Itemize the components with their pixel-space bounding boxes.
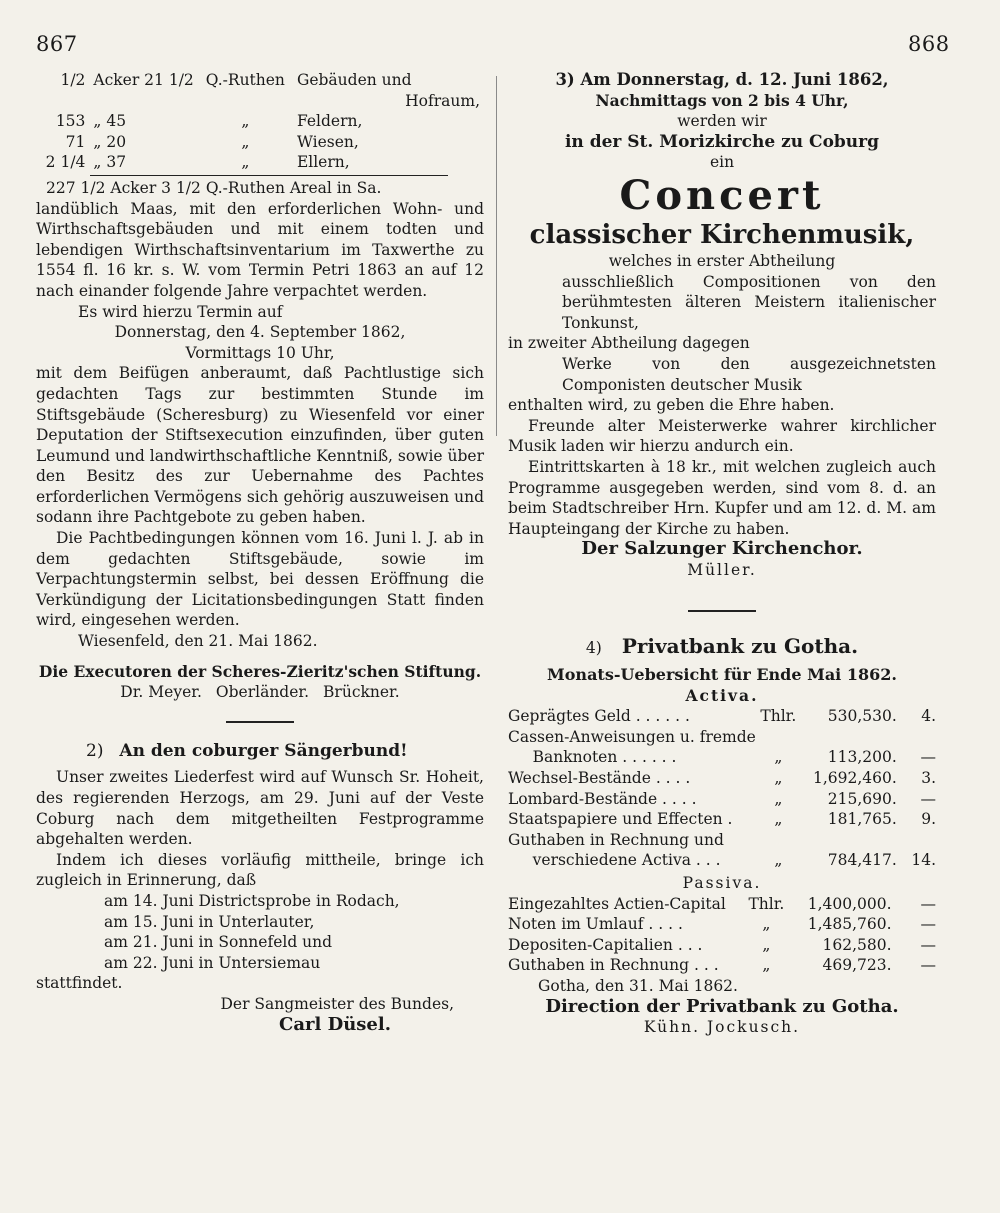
passiva-amt: 162,580.	[822, 935, 892, 954]
passiva-cur: „	[762, 935, 771, 954]
signatory: Dr. Meyer.	[120, 683, 202, 702]
activa-row	[508, 768, 936, 789]
bank-date: Gotha, den 31. Mai 1862.	[538, 976, 738, 995]
passiva-cur: Thlr.	[748, 894, 785, 913]
concert-line-2: Nachmittags von 2 bis 4 Uhr,	[595, 90, 849, 110]
passiva-table	[508, 894, 936, 976]
concert-tickets: Eintrittskarten à 18 kr., mit welchen zugleich auch Programme ausgegeben werden, sind vom 8. d. an beim Stadtschreiber Hrn. Kupfer und am 12. d. M. am Haupteingang der Kirche zu haben.	[508, 457, 936, 538]
rehearsal-list	[36, 891, 484, 973]
activa-amt: 784,417.	[827, 851, 897, 870]
activa-fr: —	[920, 748, 936, 767]
section-rule	[688, 610, 756, 612]
land-cell: „ 45	[93, 112, 127, 131]
sum-rule	[90, 175, 448, 176]
page-number-left: 867	[36, 32, 78, 56]
land-cell: „ 20	[93, 132, 127, 151]
activa-amt: 181,765.	[827, 810, 897, 829]
passiva-row	[508, 914, 936, 935]
land-cell: Q.-Ruthen	[205, 71, 285, 89]
section-number: 4)	[585, 639, 602, 658]
land-cell: „	[241, 132, 250, 151]
land-row	[36, 70, 484, 91]
bank-subtitle: Monats-Uebersicht für Ende Mai 1862.	[547, 665, 897, 685]
signatory: Brückner.	[323, 683, 400, 702]
termin-time: Vormittags 10 Uhr,	[185, 343, 335, 362]
place-date: Wiesenfeld, den 21. Mai 1862.	[78, 632, 318, 651]
passiva-row	[508, 935, 936, 956]
termin-intro: Es wird hierzu Termin auf	[78, 302, 283, 321]
passiva-fr: —	[920, 935, 936, 954]
activa-row	[508, 809, 936, 830]
section-2-end: stattfindet.	[36, 974, 123, 993]
land-cell: „	[241, 112, 250, 131]
section-title: An den coburger Sängerbund!	[119, 740, 408, 761]
activa-heading: Activa.	[685, 685, 759, 705]
list-item: am 21. Juni in Sonnefeld und	[104, 933, 333, 952]
passiva-amt: 1,400,000.	[807, 894, 892, 913]
activa-fr	[897, 727, 936, 748]
concert-subtitle: classischer Kirchenmusik,	[529, 219, 915, 250]
passiva-fr: —	[920, 956, 936, 975]
passiva-label: Eingezahltes Actien-Capital	[508, 894, 726, 913]
land-cell: Hofraum,	[405, 91, 480, 110]
passiva-amt: 1,485,760.	[807, 915, 892, 934]
activa-label: Staatspapiere und Effecten .	[508, 810, 733, 829]
section-2-text: Unser zweites Liederfest wird auf Wunsch Sr. Hoheit, des regierenden Herzogs, am 29. Juni auf der Veste Coburg nach dem mitgetheilten Festprogramme abgehalten werden.	[36, 768, 484, 849]
page-number-right: 868	[908, 32, 950, 56]
list-item: am 22. Juni in Untersiemau	[104, 953, 321, 972]
concert-part-2-text: Werke von den ausgezeichnetsten Componisten deutscher Musik	[562, 354, 936, 394]
land-row	[36, 91, 484, 112]
land-cell: 153	[55, 112, 86, 131]
lease-inspection: Die Pachtbedingungen können vom 16. Juni l. J. ab in dem gedachten Stiftsgebäude, sowie im Verpachtungstermin selbst, bei dessen Eröffnung die Verkündigung der Licitationsbedingungen Statt finden wird, eingesehen werden.	[36, 529, 484, 630]
land-row	[36, 132, 484, 153]
passiva-heading: Passiva.	[682, 874, 762, 892]
list-item: am 14. Juni Districtsprobe in Rodach,	[104, 891, 400, 910]
activa-label: Banknoten . . . . . .	[508, 748, 677, 767]
lease-conditions: mit dem Beifügen anberaumt, daß Pachtlustige sich gedachten Tags zur bestimmten Stunde im Stiftsgebäude (Scheresburg) zu Wiesenfeld vor einer Deputation der Stiftsexecution einzufinden, über guten Leumund und landwirthschaftliche Kenntniß, sowie über den Besitz des zur Uebernahme des Pachtes erforderlichen Vermögens sich gehörig auszuweisen und sodann ihre Pachtgebote zu geben haben.	[36, 364, 485, 527]
activa-label: Guthaben in Rechnung und	[508, 830, 724, 849]
land-total: 227 1/2 Acker 3 1/2 Q.-Ruthen Areal in Sa.	[46, 178, 382, 197]
land-cell: 71	[65, 132, 86, 151]
land-cell: 1/2	[60, 71, 86, 89]
land-cell: Feldern,	[296, 112, 363, 131]
land-cell	[36, 91, 89, 112]
activa-amt: 530,530.	[827, 707, 897, 726]
passiva-label: Noten im Umlauf . . . .	[508, 915, 683, 934]
passiva-fr: —	[920, 894, 936, 913]
passiva-row	[508, 955, 936, 976]
termin-date: Donnerstag, den 4. September 1862,	[114, 323, 406, 342]
concert-part-1: welches in erster Abtheilung	[608, 251, 836, 270]
passiva-cur: „	[762, 915, 771, 934]
concert-line-3: werden wir	[677, 112, 767, 131]
concert-invite: Freunde alter Meisterwerke wahrer kirchlicher Musik laden wir hierzu andurch ein.	[508, 416, 936, 456]
activa-label: Geprägtes Geld . . . . . .	[508, 707, 690, 726]
activa-fr: 9.	[921, 810, 936, 829]
activa-amt	[801, 830, 897, 851]
land-cell: Wiesen,	[296, 132, 359, 151]
concert-line-5: ein	[709, 153, 735, 172]
land-cell: Gebäuden und	[296, 71, 412, 89]
concert-line-1: 3) Am Donnerstag, d. 12. Juni 1862,	[555, 70, 889, 89]
right-column	[508, 70, 936, 1038]
activa-cur: Thlr.	[760, 707, 797, 726]
activa-cur: „	[774, 810, 783, 829]
land-cell: Acker 21 1/2	[93, 71, 194, 89]
passiva-fr: —	[920, 915, 936, 934]
concert-honor: enthalten wird, zu geben die Ehre haben.	[508, 396, 835, 415]
activa-fr: 14.	[911, 851, 936, 870]
bank-title: Privatbank zu Gotha.	[621, 634, 859, 659]
concert-line-4: in der St. Morizkirche zu Coburg	[564, 131, 880, 152]
activa-cur	[756, 727, 801, 748]
section-2-reminder: Indem ich dieses vorläufig mittheile, bringe ich zugleich in Erinnerung, daß	[36, 850, 484, 890]
activa-cur: „	[774, 851, 783, 870]
land-cell: 2 1/4	[45, 153, 86, 172]
land-cell: Ellern,	[296, 153, 350, 172]
activa-label: Wechsel-Bestände . . . .	[508, 769, 691, 788]
activa-row	[508, 706, 936, 727]
concert-title: Concert	[619, 171, 825, 219]
bank-direction: Direction der Privatbank zu Gotha.	[545, 995, 899, 1017]
activa-fr	[897, 830, 936, 851]
activa-cur	[756, 830, 801, 851]
activa-row	[508, 789, 936, 810]
choir-director: Müller.	[687, 560, 757, 579]
activa-cur: „	[774, 789, 783, 808]
passiva-cur: „	[762, 956, 771, 975]
land-row	[36, 152, 484, 173]
land-table	[36, 70, 484, 173]
concert-part-2: in zweiter Abtheilung dagegen	[508, 334, 750, 353]
executors: Die Executoren der Scheres-Zieritz'schen Stiftung.	[38, 661, 482, 681]
land-cell	[198, 91, 293, 112]
section-2-heading	[36, 741, 484, 762]
passiva-amt: 469,723.	[822, 956, 892, 975]
activa-cur: „	[774, 748, 783, 767]
section-4-heading	[508, 636, 936, 659]
signatories	[36, 682, 484, 703]
choir-signature: Der Salzunger Kirchenchor.	[581, 538, 863, 560]
passiva-label: Guthaben in Rechnung . . .	[508, 956, 719, 975]
lease-text: landüblich Maas, mit den erforderlichen Wohn- und Wirthschaftsgebäuden und mit einem todten und lebendigen Wirthschaftsinventarium im Taxwerthe zu 1554 fl. 16 kr. s. W. vom Termin Petri 1863 an auf 12 nach einander folgende Jahre verpachtet werden.	[36, 199, 484, 300]
land-cell: „ 37	[93, 153, 127, 172]
section-rule	[226, 721, 294, 723]
activa-row	[508, 727, 936, 748]
signature-name: Carl Düsel.	[279, 1013, 391, 1035]
land-cell: „	[241, 153, 250, 172]
activa-amt: 1,692,460.	[812, 769, 897, 788]
column-divider	[496, 76, 497, 436]
land-cell	[89, 91, 197, 112]
land-row	[36, 111, 484, 132]
activa-fr: 3.	[921, 769, 936, 788]
list-item: am 15. Juni in Unterlauter,	[104, 912, 315, 931]
activa-cur: „	[774, 769, 783, 788]
activa-fr: 4.	[921, 707, 936, 726]
activa-row	[508, 830, 936, 851]
activa-amt: 215,690.	[827, 789, 897, 808]
activa-amt: 113,200.	[827, 748, 897, 767]
activa-table	[508, 706, 936, 871]
passiva-label: Depositen-Capitalien . . .	[508, 935, 703, 954]
activa-label: verschiedene Activa . . .	[508, 851, 721, 870]
activa-label: Cassen-Anweisungen u. fremde	[508, 727, 756, 746]
left-column	[36, 70, 484, 1035]
activa-label: Lombard-Bestände . . . .	[508, 789, 697, 808]
activa-fr: —	[920, 789, 936, 808]
concert-part-1-text: ausschließlich Compositionen von den berühmtesten älteren Meistern italienischer Tonkunst,	[562, 272, 936, 332]
section-number: 2)	[86, 740, 104, 761]
activa-amt	[801, 727, 897, 748]
activa-row	[508, 747, 936, 768]
bank-signatories: Kühn. Jockusch.	[643, 1018, 801, 1037]
activa-row	[508, 850, 936, 871]
signatory: Oberländer.	[215, 683, 310, 702]
sangmeister: Der Sangmeister des Bundes,	[220, 994, 454, 1013]
passiva-row	[508, 894, 936, 915]
